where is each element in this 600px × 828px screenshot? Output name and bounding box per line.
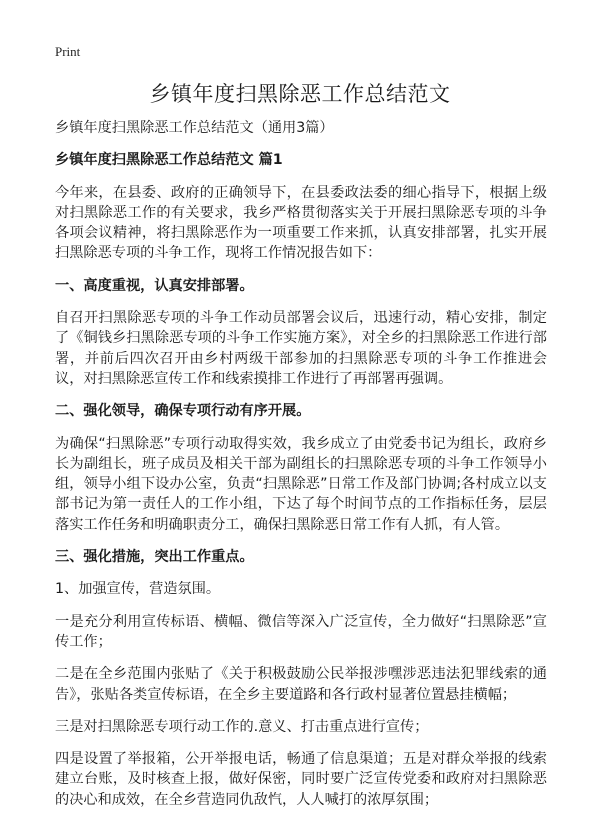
document-body — [55, 118, 547, 822]
intro-paragraph: 今年来，在县委、政府的正确领导下，在县委政法委的细心指导下，根据上级对扫黑除恶工作的有关要求，我乡严格贯彻落实关于开展扫黑除恶专项的斗争各项会议精神，将扫黑除恶作为一项重要工作来抓，认真安排部署，扎实开展扫黑除恶专项的斗争工作，现将工作情况报告如下： — [55, 184, 547, 262]
paragraph: 自召开扫黑除恶专项的斗争工作动员部署会议后，迅速行动，精心安排，制定了《铜钱乡扫黑除恶专项的斗争工作实施方案》，对全乡的扫黑除恶工作进行部署，并前后四次召开由乡村两级干部参加的扫黑除恶专项的斗争工作推进会议，对扫黑除恶宣传工作和线索摸排工作进行了再部署再强调。 — [55, 310, 547, 387]
document-subtitle: 乡镇年度扫黑除恶工作总结范文（通用3篇） — [55, 120, 334, 136]
heading-2: 二、强化领导，确保专项行动有序开展。 — [55, 403, 311, 420]
subheading: 1、加强宣传，营造氛围。 — [55, 581, 221, 598]
paragraph: 四是设置了举报箱，公开举报电话，畅通了信息渠道；五是对群众举报的线索建立台账，及时核查上报，做好保密，同时要广泛宣传党委和政府对扫黑除恶的决心和成效，在全乡营造同仇敌忾，人人喊打的浓厚氛围； — [55, 751, 547, 808]
paragraph: 一是充分利用宣传标语、横幅、微信等深入广泛宣传，全力做好“扫黑除恶”宣传工作； — [55, 613, 547, 650]
paragraph: 二是在全乡范围内张贴了《关于积极鼓励公民举报涉嘿涉恶违法犯罪线索的通告》，张贴各类宣传标语，在全乡主要道路和各行政村显著位置悬挂横幅； — [55, 666, 547, 703]
heading-1: 一、高度重视，认真安排部署。 — [55, 277, 254, 294]
paragraph: 三是对扫黑除恶专项行动工作的.意义、打击重点进行宣传； — [55, 718, 429, 735]
section-title: 乡镇年度扫黑除恶工作总结范文 篇1 — [55, 152, 283, 169]
page-title: 乡镇年度扫黑除恶工作总结范文 — [149, 82, 451, 106]
print-link[interactable]: Print — [55, 44, 81, 59]
heading-3: 三、强化措施，突出工作重点。 — [55, 549, 254, 566]
paragraph: 为确保“扫黑除恶”专项行动取得实效，我乡成立了由党委书记为组长，政府乡长为副组长，班子成员及相关干部为副组长的扫黑除恶专项的斗争工作领导小组，领导小组下设办公室，负责“扫黑除恶”日常工作及部门协调;各村成立以支部书记为第一责任人的工作小组，下达了每个时间节点的工作指标任务，层层落实工作任务和明确职责分工，确保扫黑除恶日常工作有人抓，有人管。 — [55, 435, 547, 533]
